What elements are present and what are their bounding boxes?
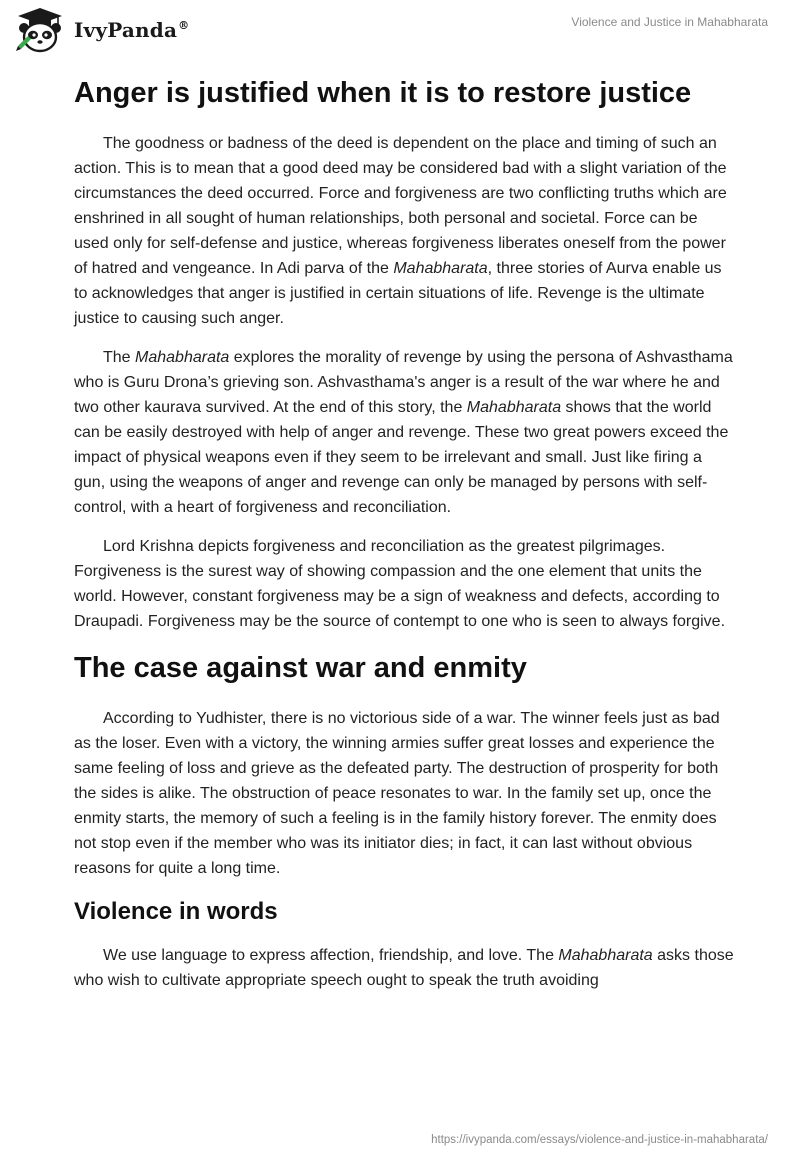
ivypanda-logo[interactable] xyxy=(14,6,189,54)
section-heading-words: Violence in words xyxy=(74,898,278,925)
article-body xyxy=(74,70,734,1007)
section-heading-anger: Anger is justified when it is to restore justice xyxy=(74,77,692,109)
page-header xyxy=(0,0,800,60)
section-heading-war: The case against war and enmity xyxy=(74,652,527,684)
panda-graduate-logo-icon xyxy=(14,6,66,54)
paragraph: Lord Krishna depicts forgiveness and reconciliation as the greatest pilgrimages. Forgiveness is the surest way of showing compassion and the one element that units the world. However, constant forgiveness may be a sign of weakness and defects, according to Draupadi. Forgiveness may be the source of contempt to one who is seen to always forgive. xyxy=(74,538,726,630)
paragraph: The goodness or badness of the deed is dependent on the place and timing of such an action. This is to mean that a good deed may be considered bad with a slight variation of the circumstances the deed occurred. Force and forgiveness are two conflicting truths which are enshrined in all sought of human relationships, both personal and societal. Force can be used only for self-defense and justice, whereas forgiveness liberates oneself from the power of hatred and vengeance. In Adi parva of the Mahabharata, three stories of Aurva enable us to acknowledges that anger is justified in certain situations of life. Revenge is the ultimate justice to causing such anger. xyxy=(74,135,727,327)
source-url[interactable]: https://ivypanda.com/essays/violence-and-justice-in-mahabharata/ xyxy=(431,1134,768,1146)
paragraph: The Mahabharata explores the morality of revenge by using the persona of Ashvasthama who is Guru Drona’s grieving son. Ashvasthama's anger is a result of the war where he and two other kaurava survived. At the end of this story, the Mahabharata shows that the world can be easily destroyed with help of anger and revenge. These two great powers exceed the impact of physical weapons even if they seem to be irrelevant and small. Just like firing a gun, using the weapons of anger and revenge can only be managed by persons with self-control, with a heart of forgiveness and reconciliation. xyxy=(74,349,733,516)
document-title: Violence and Justice in Mahabharata xyxy=(571,15,768,29)
brand-name: IvyPanda® xyxy=(74,18,190,42)
paragraph: According to Yudhister, there is no victorious side of a war. The winner feels just as bad as the loser. Even with a victory, the winning armies suffer great losses and experience the same feeling of loss and grieve as the defeated party. The destruction of prosperity for both the sides is alike. The obstruction of peace resonates to war. In the family set up, once the enmity starts, the memory of such a feeling is in the family history forever. The enmity does not stop even if the member who was its initiator dies; in fact, it can last without obvious reasons for quite a long time. xyxy=(74,710,720,877)
paragraph: We use language to express affection, friendship, and love. The Mahabharata asks those who wish to cultivate appropriate speech ought to speak the truth avoiding xyxy=(74,947,734,989)
